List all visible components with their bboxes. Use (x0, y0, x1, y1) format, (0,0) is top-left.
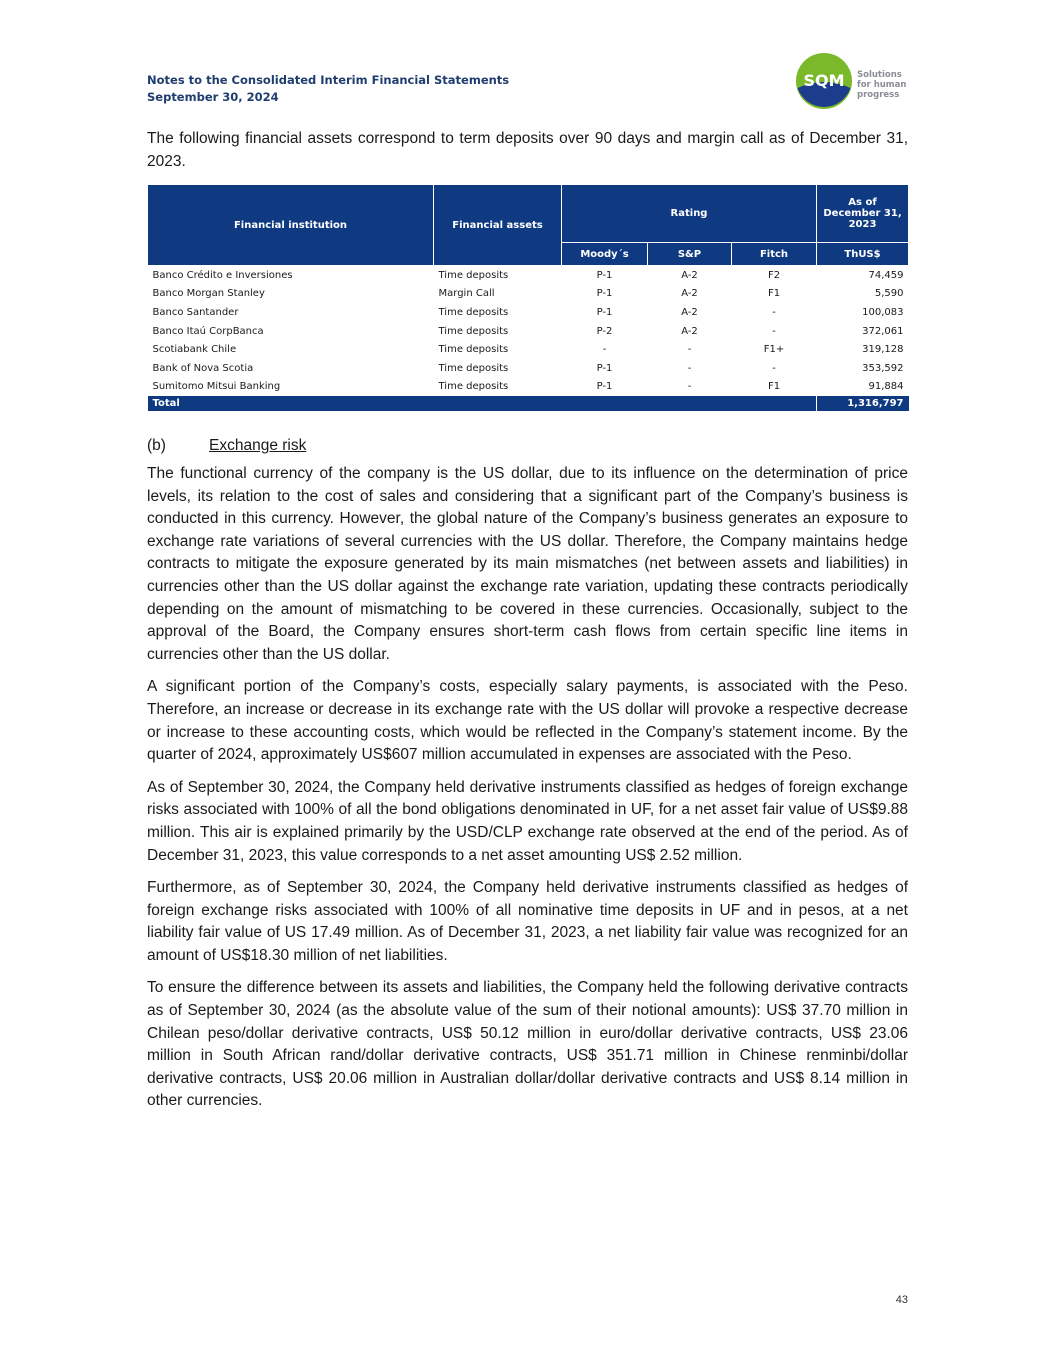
cell-asset: Time deposits (438, 362, 509, 374)
body-text (147, 463, 908, 1123)
cell-moodys: P-1 (596, 269, 613, 281)
cell-institution: Sumitomo Mitsui Banking (152, 381, 281, 393)
cell-institution: Banco Itaú CorpBanca (152, 325, 264, 337)
paragraph-bond-hedges: As of September 30, 2024, the Company held derivative instruments classified as hedges of foreign exchange risks associated with 100% of all the bond obligations denominated in UF, for a net asset fair value of US$9.88 million. This air is explained primarily by the USD/CLP exchange rate observed at the end of the period. As of December 31, 2023, this value corresponds to a net asset amounting US$ 2.52 million. (147, 778, 908, 864)
cell-sp: A-2 (681, 325, 698, 337)
sqm-logo (795, 52, 915, 114)
cell-institution: Bank of Nova Scotia (152, 362, 254, 374)
cell-sp: A-2 (681, 288, 698, 300)
cell-institution: Banco Morgan Stanley (152, 288, 265, 300)
paragraph-derivative-contracts: To ensure the difference between its assets and liabilities, the Company held the following derivative contracts as of September 30, 2024 (as the absolute value of the sum of their notional amounts): US$ 37.70 million in Chilean peso/dollar derivative contracts, US$ 50.12 million in euro/dollar derivative contracts, US$ 23.06 million in South African rand/dollar derivative contracts, US$ 351.71 million in Chinese renminbi/dollar derivative contracts, US$ 20.06 million in Australian dollar/dollar derivative contracts and US$ 8.14 million in other currencies. (147, 979, 908, 1110)
header-financial-institution: Financial institution (148, 185, 434, 266)
logo-tagline-2: for human (857, 80, 907, 90)
header-unit: ThUS$ (817, 243, 909, 266)
cell-institution: Banco Crédito e Inversiones (152, 269, 293, 281)
logo-tagline-1: Solutions (857, 70, 902, 80)
cell-asset: Time deposits (438, 381, 509, 393)
table-row (148, 340, 909, 359)
table-row (148, 285, 909, 304)
header-title-line1: Notes to the Consolidated Interim Financial Statements (147, 73, 510, 87)
cell-moodys: - (602, 344, 607, 356)
cell-amount: 5,590 (874, 288, 904, 300)
page-number: 43 (895, 1294, 908, 1306)
cell-sp: - (687, 344, 692, 356)
cell-fitch: - (772, 325, 776, 337)
cell-sp: A-2 (681, 269, 698, 281)
cell-fitch: F1 (767, 381, 781, 393)
header-title-line2: September 30, 2024 (147, 90, 279, 104)
cell-asset: Time deposits (438, 269, 509, 281)
cell-amount: 353,592 (862, 362, 904, 374)
cell-fitch: F1 (767, 288, 781, 300)
cell-asset: Margin Call (438, 288, 495, 300)
logo-tagline-3: progress (857, 90, 900, 100)
cell-sp: - (687, 362, 692, 374)
cell-amount: 91,884 (868, 381, 904, 393)
table-row (148, 359, 909, 378)
cell-amount: 100,083 (862, 306, 904, 318)
header-financial-assets: Financial assets (434, 185, 562, 266)
section-heading (147, 436, 306, 456)
logo-brand-text: SQM (803, 71, 845, 90)
cell-amount: 74,459 (868, 269, 904, 281)
cell-institution: Banco Santander (152, 306, 239, 318)
total-value: 1,316,797 (817, 396, 909, 411)
header-moodys: Moody´s (562, 243, 648, 266)
intro-paragraph: The following financial assets correspond to term deposits over 90 days and margin call as of December 31, 2023. (147, 130, 908, 170)
section-title: Exchange risk (209, 437, 307, 454)
total-label: Total (148, 396, 817, 411)
cell-fitch: F1+ (763, 344, 785, 356)
table-row (148, 322, 909, 341)
document-header (147, 72, 509, 106)
header-rating: Rating (562, 185, 817, 243)
financial-assets-table (147, 184, 909, 411)
cell-moodys: P-1 (596, 306, 613, 318)
paragraph-deposit-hedges: Furthermore, as of September 30, 2024, the Company held derivative instruments classified as hedges of foreign exchange risks associated with 100% of all nominative time deposits in UF and in pesos, at a net liability fair value of US 17.49 million. As of December 31, 2023, a net liability fair value was recognized for an amount of US$18.30 million of net liabilities. (147, 879, 908, 964)
header-sp: S&P (648, 243, 732, 266)
table-total-row (148, 396, 909, 411)
paragraph-peso-costs: A significant portion of the Company’s costs, especially salary payments, is associated with the Peso. Therefore, an increase or decrease in its exchange rate with the US dollar will provoke a respective decrease or increase to these accounting costs, which would be reflected in the Company’s statement income. By the quarter of 2024, approximately US$607 million accumulated in expenses are associated with the Peso. (147, 678, 908, 764)
cell-asset: Time deposits (438, 325, 509, 337)
cell-moodys: P-1 (596, 362, 613, 374)
cell-moodys: P-2 (596, 325, 613, 337)
cell-sp: - (687, 381, 692, 393)
cell-sp: A-2 (681, 306, 698, 318)
cell-fitch: - (772, 362, 776, 374)
table-row (148, 266, 909, 285)
cell-fitch: - (772, 306, 776, 318)
header-fitch: Fitch (732, 243, 817, 266)
paragraph-functional-currency: The functional currency of the company is the US dollar, due to its influence on the determination of price levels, its relation to the cost of sales and considering that a significant part of the Company’s business is conducted in this currency. However, the global nature of the Company’s business generates an exposure to exchange rate variations of several currencies with the US dollar. Therefore, the Company maintains hedge contracts to mitigate the exposure generated by its main mismatches (net between assets and liabilities) in currencies other than the US dollar against the exchange rate variation, updating these contracts periodically depending on the amount of mismatching to be covered in these currencies. Occasionally, subject to the approval of the Board, the Company ensures short-term cash flows from certain specific line items in currencies other than the US dollar. (147, 465, 908, 663)
table-row (148, 378, 909, 397)
cell-asset: Time deposits (438, 344, 509, 356)
cell-asset: Time deposits (438, 306, 509, 318)
cell-moodys: P-1 (596, 381, 613, 393)
cell-moodys: P-1 (596, 288, 613, 300)
header-as-of-date: As of December 31, 2023 (817, 185, 909, 243)
cell-fitch: F2 (767, 269, 781, 281)
cell-amount: 319,128 (862, 344, 904, 356)
cell-institution: Scotiabank Chile (152, 344, 237, 356)
cell-amount: 372,061 (862, 325, 904, 337)
table-row (148, 303, 909, 322)
section-letter: (b) (147, 437, 166, 454)
